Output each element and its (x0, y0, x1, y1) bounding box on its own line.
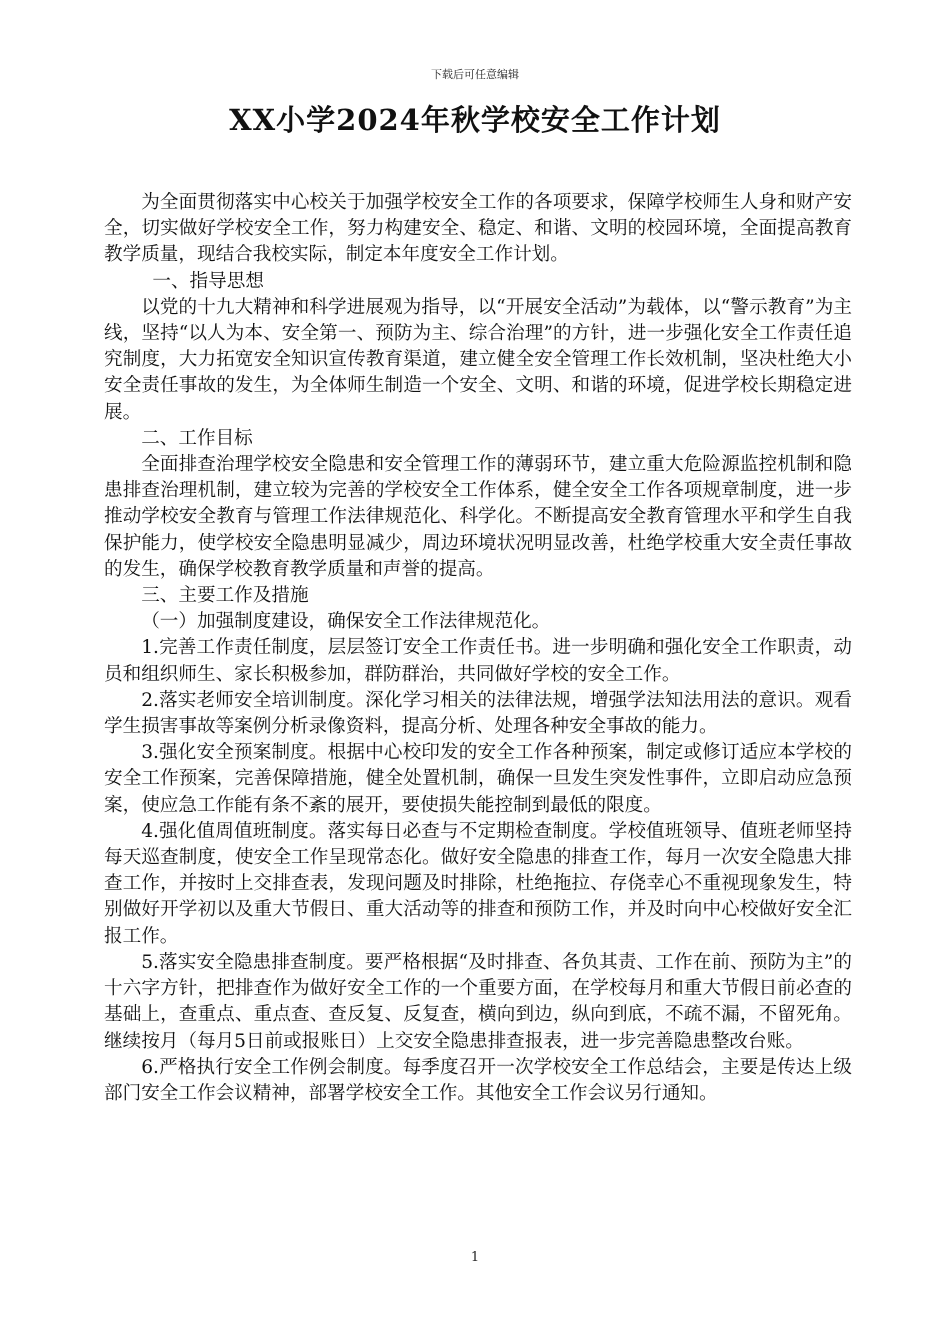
section-heading-guiding-ideology: 一、指导思想 (152, 270, 264, 292)
document-body (104, 190, 852, 1107)
list-item-6: 6.严格执行安全工作例会制度。每季度召开一次学校安全工作总结会，主要是传达上级部门安全工作会议精神，部署学校安全工作。其他安全工作会议另行通知。 (104, 1056, 852, 1104)
list-item-3: 3.强化安全预案制度。根据中心校印发的安全工作各种预案，制定或修订适应本学校的安全工作预案，完善保障措施，健全处置机制，确保一旦发生突发性事件，立即启动应急预案，使应急工作能有条不紊的展开，要使损失能控制到最低的限度。 (104, 742, 852, 816)
list-item-1: 1.完善工作责任制度，层层签订安全工作责任书。进一步明确和强化安全工作职责，动员和组织师生、家长积极参加，群防群治，共同做好学校的安全工作。 (104, 637, 852, 685)
document-title: XX小学2024年秋学校安全工作计划 (229, 103, 721, 137)
section-heading-main-work: 三、主要工作及措施 (141, 585, 309, 607)
section-heading-work-goals: 二、工作目标 (141, 427, 253, 449)
page-number: 1 (470, 1250, 480, 1265)
guiding-ideology-paragraph: 以党的十九大精神和科学进展观为指导，以“开展安全活动”为载体，以“警示教育”为主线，坚持“以人为本、安全第一、预防为主、综合治理”的方针，进一步强化安全工作责任追究制度，大力拓宽安全知识宣传教育渠道，建立健全安全管理工作长效机制，坚决杜绝大小安全责任事故的发生，为全体师生制造一个安全、文明、和谐的环境，促进学校长期稳定进展。 (104, 296, 852, 423)
subsection-heading-system-building: （一）加强制度建设，确保安全工作法律规范化。 (141, 611, 551, 633)
header-note: 下载后可任意编辑 (431, 68, 519, 81)
list-item-5: 5.落实安全隐患排查制度。要严格根据“及时排查、各负其责、工作在前、预防为主”的十六字方针，把排查作为做好安全工作的一个重要方面，在学校每月和重大节假日前必查的基础上，查重点、重点查、查反复、反复查，横向到边，纵向到底，不疏不漏，不留死角。继续按月（每月5日前或报账日）上交安全隐患排查报表，进一步完善隐患整改台账。 (104, 951, 852, 1052)
list-item-2: 2.落实老师安全培训制度。深化学习相关的法律法规，增强学法知法用法的意识。观看学生损害事故等案例分析录像资料，提高分析、处理各种安全事故的能力。 (104, 689, 852, 738)
list-item-4: 4.强化值周值班制度。落实每日必查与不定期检查制度。学校值班领导、值班老师坚持每天巡查制度，使安全工作呈现常态化。做好安全隐患的排查工作，每月一次安全隐患大排查工作，并按时上交排查表，发现问题及时排除，杜绝拖拉、存侥幸心不重视现象发生，特别做好开学初以及重大节假日、重大活动等的排查和预防工作，并及时向中心校做好安全汇报工作。 (104, 820, 852, 947)
intro-paragraph: 为全面贯彻落实中心校关于加强学校安全工作的各项要求，保障学校师生人身和财产安全，切实做好学校安全工作，努力构建安全、稳定、和谐、文明的校园环境，全面提高教育教学质量，现结合我校实际，制定本年度安全工作计划。 (104, 192, 852, 266)
work-goals-paragraph: 全面排查治理学校安全隐患和安全管理工作的薄弱环节，建立重大危险源监控机制和隐患排查治理机制，建立较为完善的学校安全工作体系，健全安全工作各项规章制度，进一步推动学校安全教育与管理工作法律规范化、科学化。不断提高安全教育管理水平和学生自我保护能力，使学校安全隐患明显减少，周边环境状况明显改善，杜绝学校重大安全责任事故的发生，确保学校教育教学质量和声誉的提高。 (104, 454, 852, 580)
